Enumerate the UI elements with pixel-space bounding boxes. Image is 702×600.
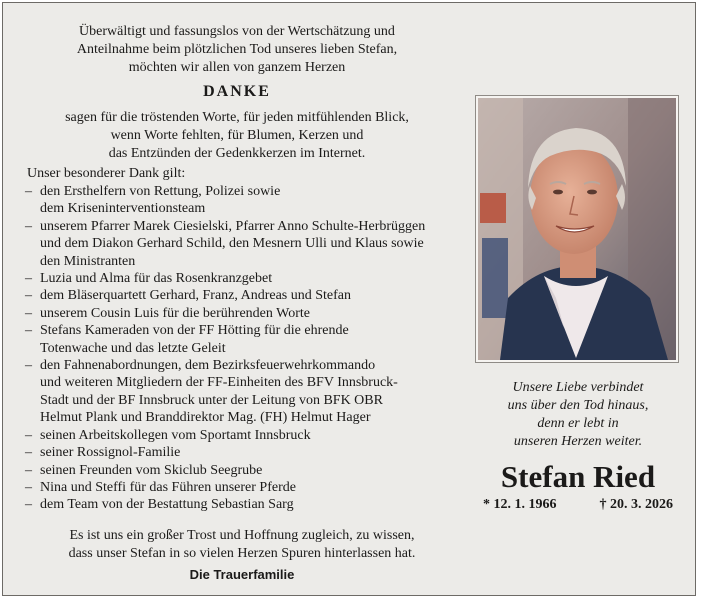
thanks-item-line: dem Bläserquartett Gerhard, Franz, Andreas und Stefan (40, 288, 352, 304)
thanks-list-item (25, 305, 455, 322)
poem-line: denn er lebt in (537, 416, 619, 431)
thanks-item-text (40, 427, 311, 444)
thanks-item-text (40, 444, 180, 461)
thanks-item-line: Stadt und der BF Innsbruck unter der Leitung von BFK OBR (40, 392, 383, 408)
dash-marker: – (25, 497, 32, 513)
dash-marker: – (25, 184, 32, 199)
thanks-list-item (25, 427, 455, 444)
thanks-item-line: den Ersthelfern von Rettung, Polizei sowie (40, 184, 281, 199)
signature: Die Trauerfamilie (189, 567, 295, 582)
thanks-line: sagen für die tröstenden Worte, für jeden mitfühlenden Blick, (65, 110, 409, 125)
deceased-name: Stefan Ried (500, 459, 656, 494)
memorial-poem (473, 379, 683, 451)
thanks-item-text (40, 357, 398, 427)
thanks-item-line: Helmut Plank und Branddirektor Mag. (FH) Helmut Hager (40, 410, 371, 426)
dash-marker: – (25, 288, 32, 304)
thanks-item-line: den Ministranten (40, 253, 136, 269)
intro-line: Überwältigt und fassungslos von der Wertschätzung und (79, 24, 395, 39)
thanks-item-text (40, 479, 296, 496)
birth-date: * 12. 1. 1966 (483, 497, 557, 512)
thanks-item-line: seinen Freunden vom Skiclub Seegrube (40, 462, 263, 478)
thanks-list-item (25, 270, 455, 287)
intro-line: möchten wir allen von ganzem Herzen (128, 60, 346, 75)
thanks-line: wenn Worte fehlten, für Blumen, Kerzen und (110, 128, 364, 143)
thanks-list-item (25, 479, 455, 496)
thanks-list-item (25, 322, 455, 357)
thanks-item-text (40, 218, 425, 270)
thanks-item-text (40, 496, 294, 513)
special-thanks-heading: Unser besonderer Dank gilt: (27, 166, 186, 181)
thanks-list-item (25, 496, 455, 513)
dash-marker: – (25, 479, 32, 495)
thanks-item-text (40, 462, 262, 479)
thanks-item-line: seinen Arbeitskollegen vom Sportamt Innsbruck (40, 427, 311, 443)
thanks-item-line: und weiteren Mitgliedern der FF-Einheiten des BFV Innsbruck- (40, 375, 398, 391)
closing-line: Es ist uns ein großer Trost und Hoffnung zugleich, zu wissen, (69, 528, 415, 543)
dash-marker: – (25, 323, 32, 339)
dash-marker: – (25, 427, 32, 443)
thanks-list-item (25, 183, 455, 218)
dash-marker: – (25, 445, 32, 461)
thanks-list-item (25, 287, 455, 304)
danke-heading: DANKE (203, 83, 271, 100)
dash-marker: – (25, 358, 32, 374)
dash-marker: – (25, 218, 32, 234)
thanks-item-line: und dem Diakon Gerhard Schild, den Mesnern Ulli und Klaus sowie (40, 236, 424, 252)
special-thanks-list (25, 183, 455, 514)
dash-marker: – (25, 271, 32, 287)
thanks-item-line: Totenwache und das letzte Geleit (40, 340, 226, 356)
thanks-item-line: Nina und Steffi für das Führen unserer Pferde (40, 479, 296, 495)
closing-line: dass unser Stefan in so vielen Herzen Spuren hinterlassen hat. (68, 546, 416, 561)
thanks-item-line: dem Kriseninterventionsteam (40, 201, 206, 217)
thanks-item-line: unserem Pfarrer Marek Ciesielski, Pfarrer Anno Schulte-Herbrüggen (40, 218, 426, 234)
portrait-frame (475, 95, 679, 363)
thanks-list-item (25, 218, 455, 270)
thanks-item-text (40, 270, 272, 287)
thanks-text (3, 109, 471, 163)
life-dates (473, 497, 683, 513)
thanks-item-text (40, 287, 351, 304)
thanks-line: das Entzünden der Gedenkkerzen im Internet. (108, 146, 366, 161)
thanks-item-line: unserem Cousin Luis für die berührenden Worte (40, 305, 310, 321)
thanks-item-text (40, 322, 349, 357)
thanks-item-text (40, 305, 310, 322)
dash-marker: – (25, 462, 32, 478)
thanks-list-item (25, 462, 455, 479)
thanks-item-text (40, 183, 280, 218)
thanks-list-item (25, 357, 455, 427)
obituary-card (2, 2, 696, 596)
thanks-item-line: Luzia und Alma für das Rosenkranzgebet (40, 271, 273, 287)
poem-line: unseren Herzen weiter. (513, 434, 643, 449)
poem-line: uns über den Tod hinaus, (507, 398, 649, 413)
thanks-item-line: Stefans Kameraden von der FF Hötting für die ehrende (40, 323, 349, 339)
closing-text (3, 527, 481, 563)
portrait-photo (478, 98, 676, 360)
dash-marker: – (25, 305, 32, 321)
intro-line: Anteilnahme beim plötzlichen Tod unseres lieben Stefan, (76, 42, 398, 57)
thanks-item-line: den Fahnenabordnungen, dem Bezirksfeuerwehrkommando (40, 358, 376, 374)
thanks-item-line: seiner Rossignol-Familie (40, 445, 181, 461)
thanks-item-line: dem Team von der Bestattung Sebastian Sarg (40, 497, 294, 513)
thanks-list-item (25, 444, 455, 461)
intro-text (3, 23, 471, 77)
death-date: † 20. 3. 2026 (599, 497, 673, 512)
poem-line: Unsere Liebe verbindet (512, 380, 644, 395)
